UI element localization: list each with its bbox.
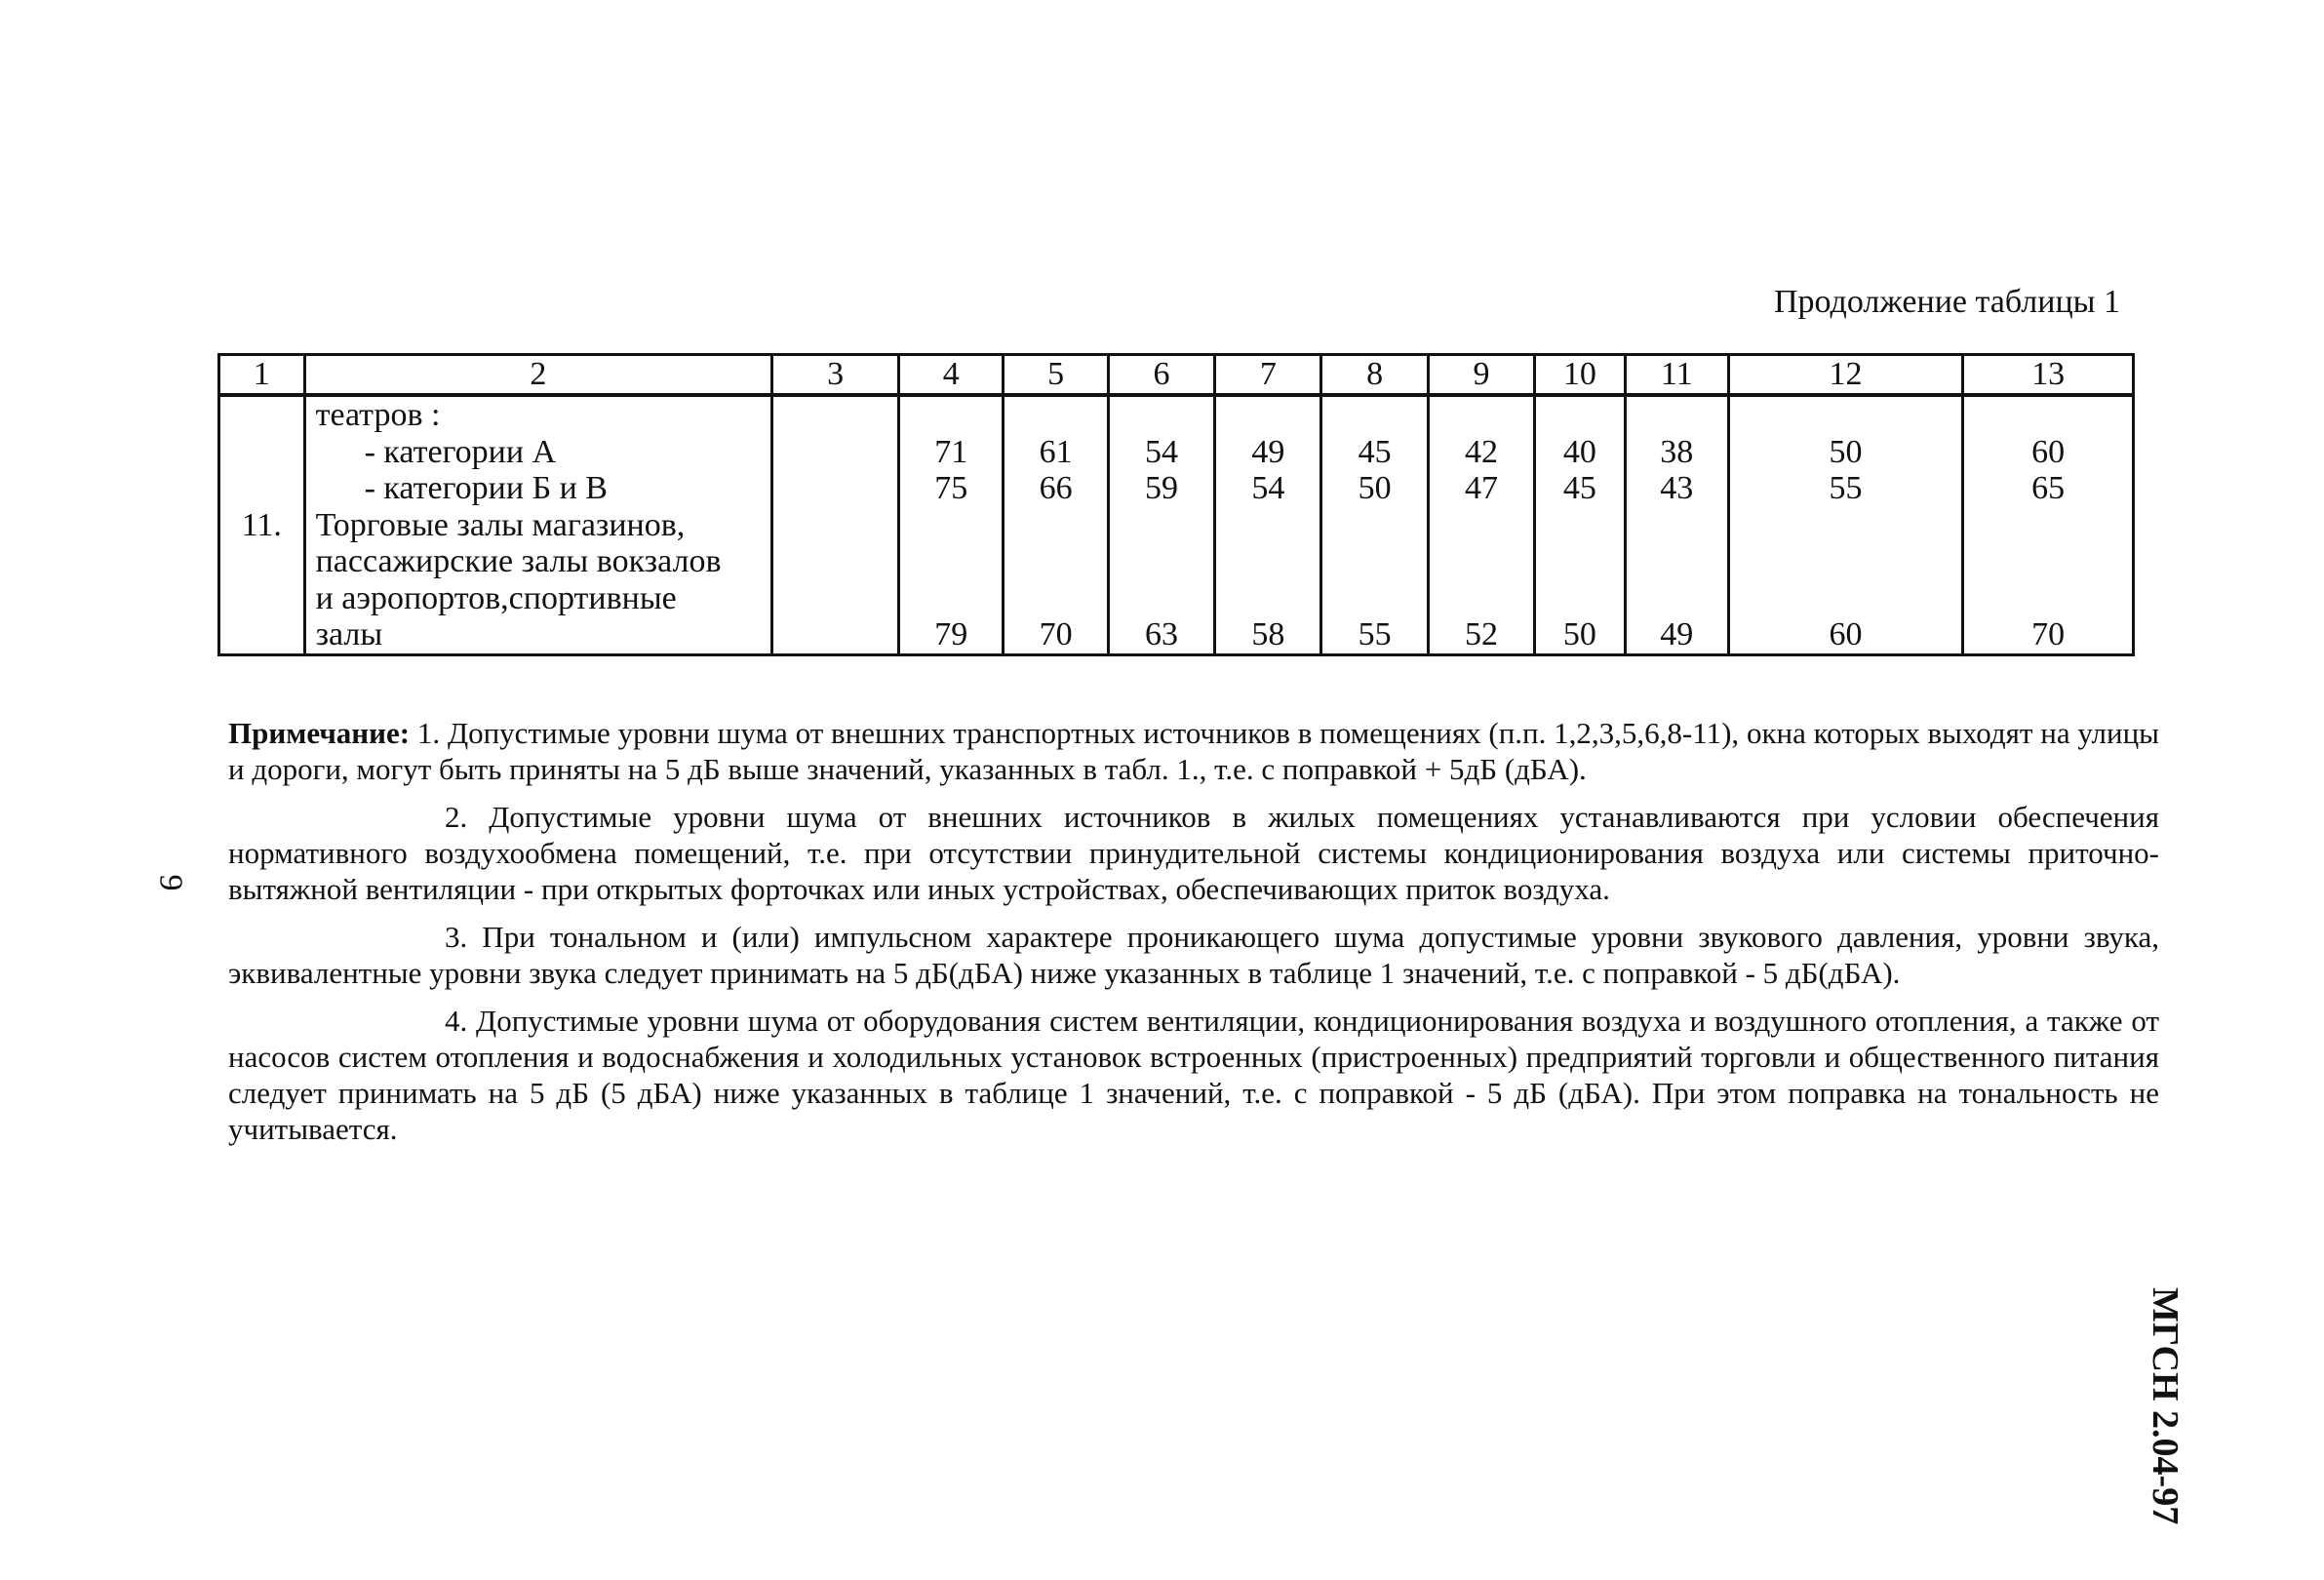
column-header: 10: [1535, 355, 1625, 396]
column-header: 2: [304, 355, 772, 396]
column-header: 6: [1108, 355, 1214, 396]
value: 43: [1660, 470, 1694, 506]
value: 79: [934, 616, 968, 652]
description-line: Торговые залы магазинов,: [315, 506, 686, 543]
notes-label: Примечание:: [228, 716, 411, 750]
empty-cell: [772, 395, 899, 654]
description-line: залы: [315, 616, 383, 652]
column-header: 1: [219, 355, 305, 396]
value: 49: [1660, 616, 1694, 652]
description-line: театров :: [315, 397, 441, 433]
column-header: 13: [1963, 355, 2134, 396]
value: 47: [1464, 470, 1498, 506]
value: 71: [934, 433, 968, 470]
column-header: 8: [1321, 355, 1428, 396]
column-header: 3: [772, 355, 899, 396]
value-cell: [1108, 395, 1214, 654]
column-header: 5: [1004, 355, 1108, 396]
value: 55: [1829, 470, 1863, 506]
row-number: 11.: [241, 506, 282, 543]
value-cell: [1004, 395, 1108, 654]
value: 70: [2031, 616, 2066, 652]
value: 75: [934, 470, 968, 506]
value: 50: [1562, 616, 1596, 652]
value: 55: [1358, 616, 1392, 652]
description-line: пассажирские залы вокзалов: [315, 543, 722, 579]
note-text: 1. Допустимые уровни шума от внешних транспортных источников в помещениях (п.п. 1,2,3,5,6,8-11), окна которых выходят на улицы и дороги, могут быть приняты на 5 дБ выше значений, указанных в табл. 1., т.е. с поправкой + 5дБ (дБА).: [228, 716, 2160, 786]
note-4: 4. Допустимые уровни шума от оборудования систем вентиляции, кондиционирования воздуха и воздушного отопления, а также от насосов систем отопления и водоснабжения и холодильных установок встроенных (пристроенных) предприятий торговли и общественного питания следует принимать на 5 дБ (5 дБА) ниже указанных в таблице 1 значений, т.е. с поправкой - 5 дБ (дБА). При этом поправка на тональность не учитывается.: [228, 1004, 2159, 1146]
value: 50: [1829, 433, 1863, 470]
description-line: и аэропортов,спортивные: [315, 579, 677, 616]
value: 60: [1829, 616, 1863, 652]
value: 42: [1464, 433, 1498, 470]
column-header: 7: [1215, 355, 1321, 396]
column-header: 12: [1728, 355, 1962, 396]
table-header-row: [219, 355, 2134, 396]
value: 58: [1251, 616, 1285, 652]
value: 45: [1358, 433, 1392, 470]
value: 49: [1251, 433, 1285, 470]
noise-levels-table: [217, 353, 2135, 656]
note-3: 3. При тональном и (или) импульсном характере проникающего шума допустимые уровни звукового давления, уровни звука, эквивалентные уровни звука следует принимать на 5 дБ(дБА) ниже указанных в таблице 1 значений, т.е. с поправкой - 5 дБ(дБА).: [228, 920, 2159, 990]
value: 60: [2031, 433, 2066, 470]
value-cell: [1428, 395, 1534, 654]
value: 50: [1358, 470, 1392, 506]
value: 63: [1144, 616, 1178, 652]
page-number: 9: [152, 874, 189, 891]
column-header: 4: [899, 355, 1004, 396]
value: 54: [1251, 470, 1285, 506]
room-description-cell: [304, 395, 772, 654]
value: 54: [1144, 433, 1178, 470]
table-row: [219, 395, 2134, 654]
value: 70: [1039, 616, 1073, 652]
value: 38: [1660, 433, 1694, 470]
value: 61: [1039, 433, 1073, 470]
value-cell: [1215, 395, 1321, 654]
document-code: МГСН 2.04-97: [2145, 1287, 2186, 1525]
row-number-cell: [219, 395, 305, 654]
value: 59: [1144, 470, 1178, 506]
value: 65: [2031, 470, 2066, 506]
value: 45: [1562, 470, 1596, 506]
description-line: - категории Б и В: [364, 470, 608, 506]
table-continuation-label: Продолжение таблицы 1: [1773, 284, 2120, 320]
value: 52: [1464, 616, 1498, 652]
column-header: 9: [1428, 355, 1534, 396]
notes-section: [228, 715, 2159, 1159]
description-line: - категории А: [364, 433, 557, 470]
note-1: [228, 715, 2159, 787]
value-cell: [1728, 395, 1962, 654]
column-header: 11: [1625, 355, 1728, 396]
value-cell: [899, 395, 1004, 654]
value-cell: [1625, 395, 1728, 654]
note-2: 2. Допустимые уровни шума от внешних источников в жилых помещениях устанавливаются при условии обеспечения нормативного воздухообмена помещений, т.е. при отсутствии принудительной системы кондиционирования воздуха или системы приточно-вытяжной вентиляции - при открытых форточках или иных устройствах, обеспечивающих приток воздуха.: [228, 800, 2159, 906]
value: 40: [1562, 433, 1596, 470]
value: 66: [1039, 470, 1073, 506]
value-cell: [1535, 395, 1625, 654]
value-cell: [1963, 395, 2134, 654]
value-cell: [1321, 395, 1428, 654]
